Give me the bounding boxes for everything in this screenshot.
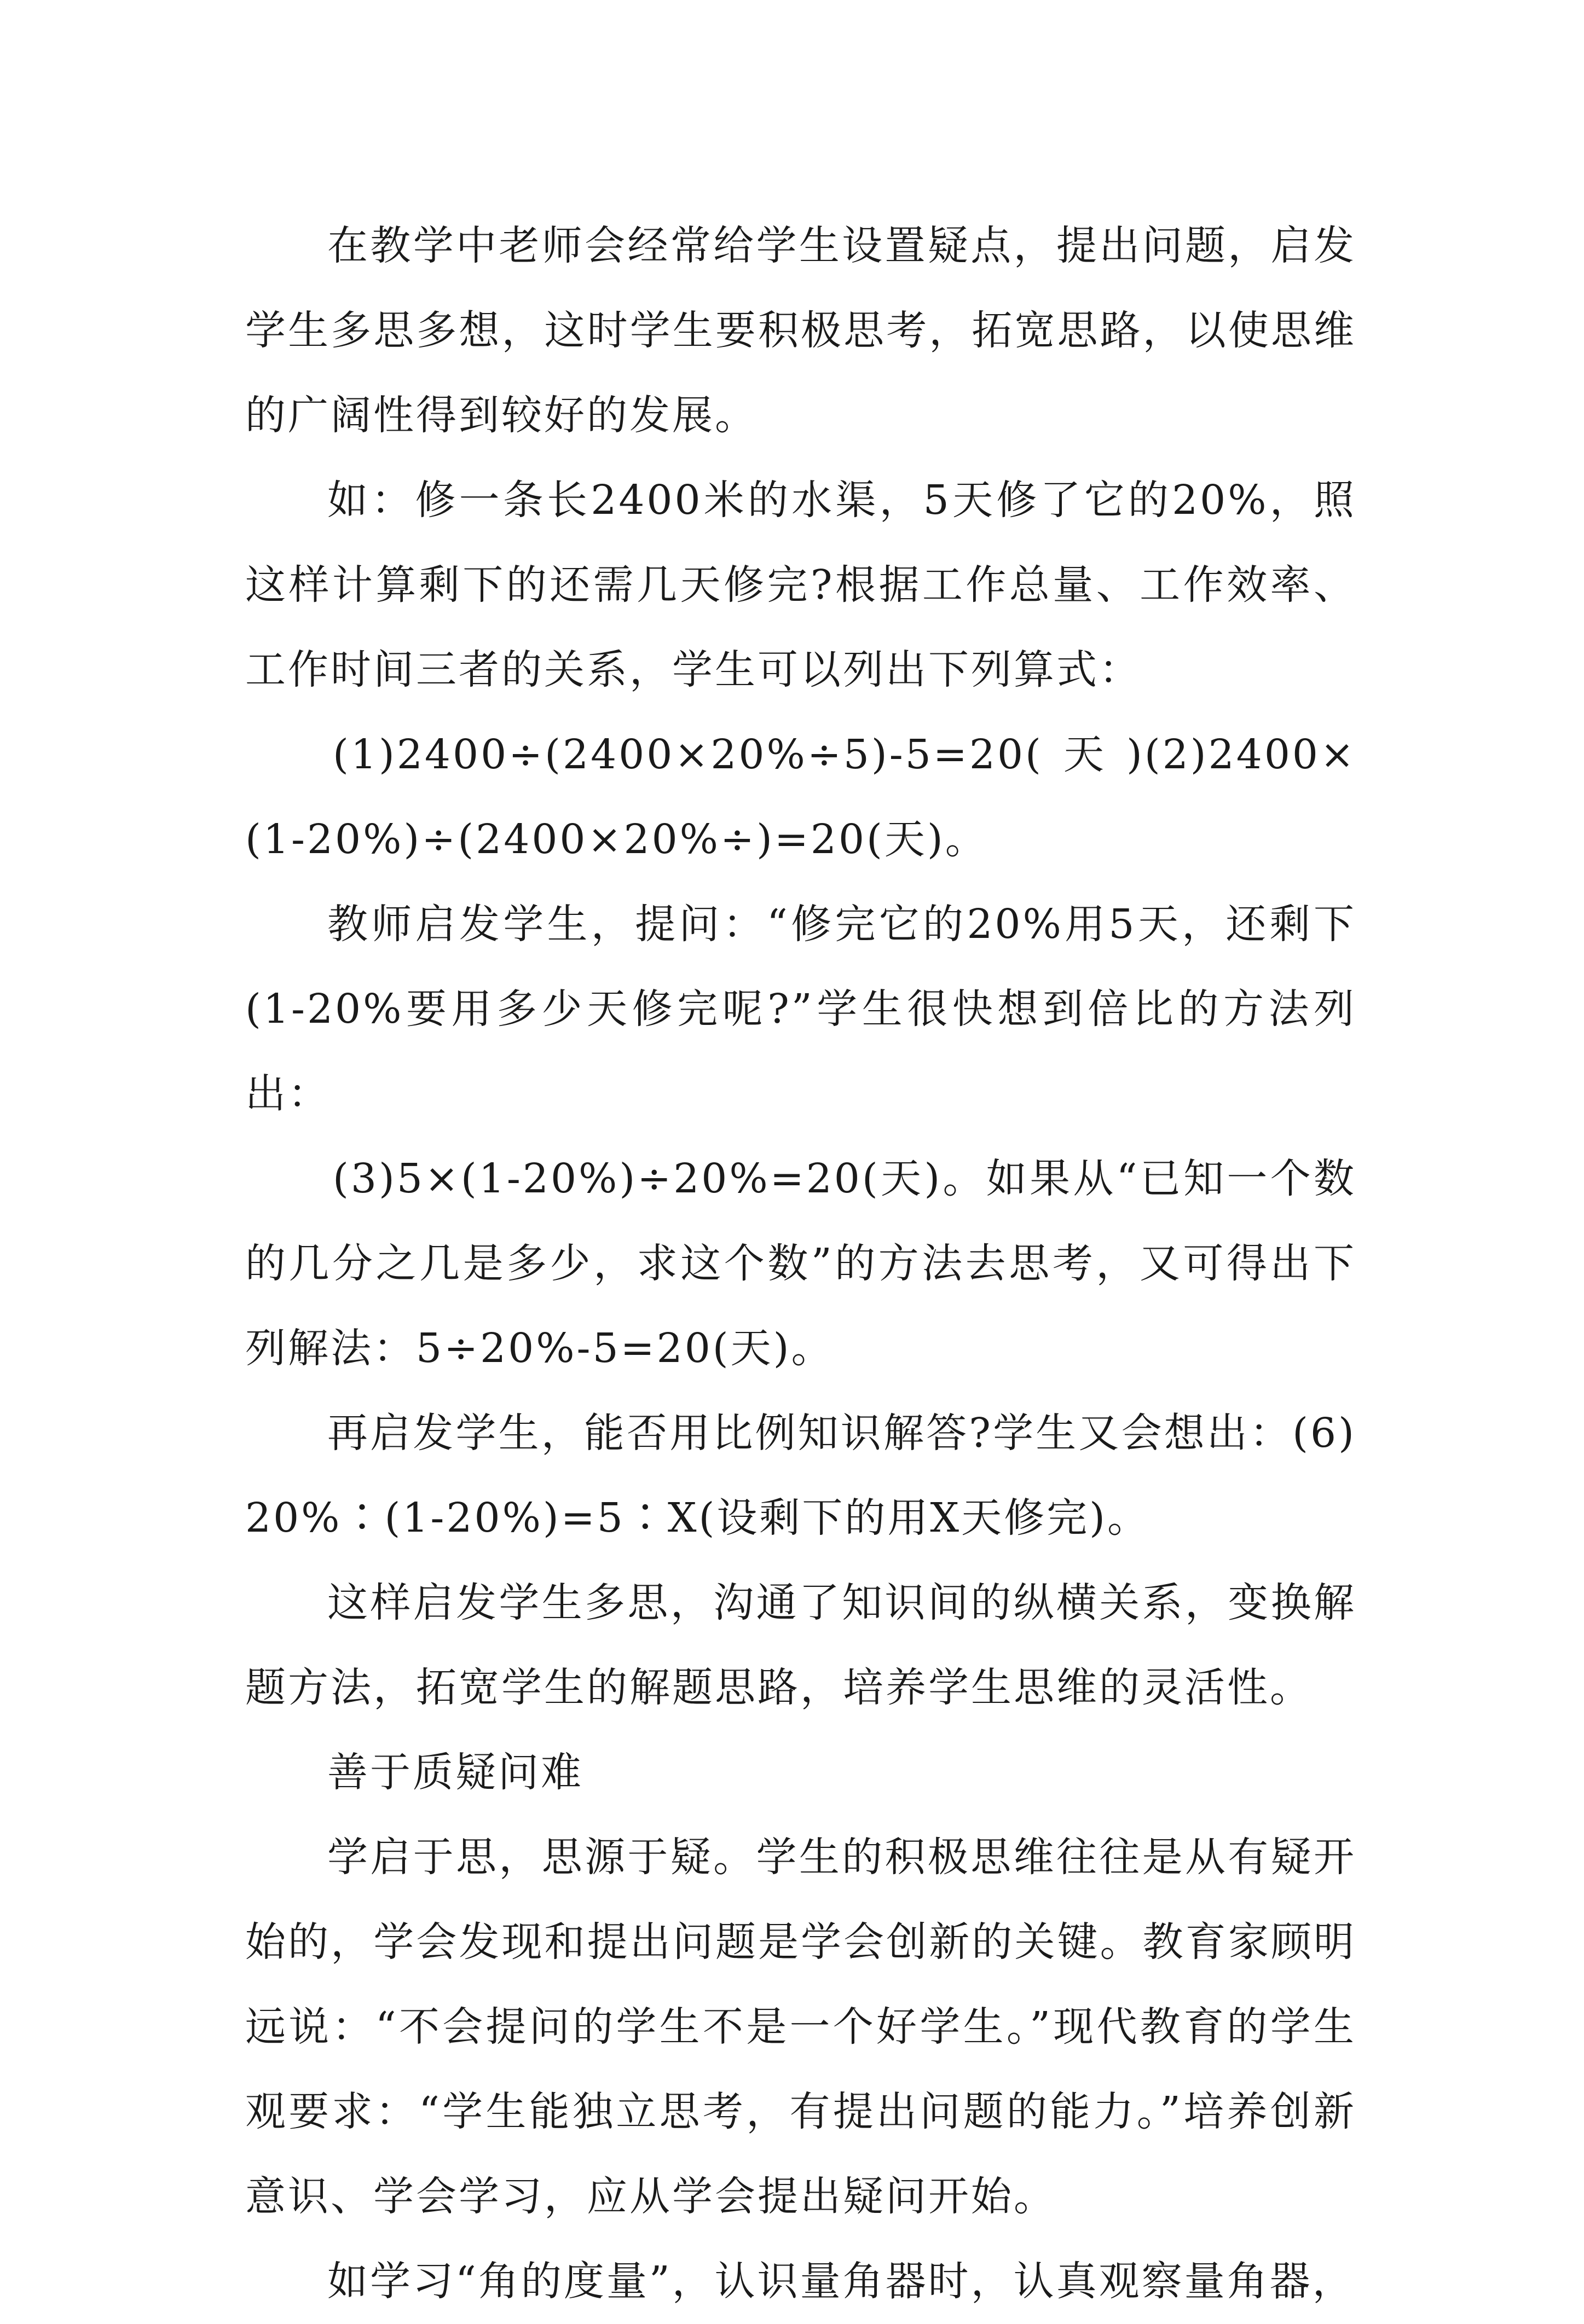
- paragraph: 如学习“角的度量”，认识量角器时，认真观察量角器，: [327, 2258, 1355, 2305]
- paragraph: 再启发学生，能否用比例知识解答?学生又会想出：(6)20%∶(1-20%)=5∶X(设剩下的用X天修完)。: [245, 1410, 1356, 1541]
- paragraph: 在教学中老师会经常给学生设置疑点，提出问题，启发学生多思多想，这时学生要积极思考，拓宽思路，以使思维的广阔性得到较好的发展。: [245, 222, 1356, 439]
- paragraph: 学启于思，思源于疑。学生的积极思维往往是从有疑开始的，学会发现和提出问题是学会创新的关键。教育家顾明远说：“不会提问的学生不是一个好学生。”现代教育的学生观要求：“学生能独立思考，有提出问题的能力。”培养创新意识、学会学习，应从学会提出疑问开始。: [245, 1834, 1356, 2220]
- document-body: [245, 204, 1356, 2324]
- section-heading: 善于质疑问难: [327, 1749, 583, 1796]
- paragraph: 这样启发学生多思，沟通了知识间的纵横关系，变换解题方法，拓宽学生的解题思路，培养学生思维的灵活性。: [245, 1579, 1356, 1711]
- paragraph: (1)2400÷(2400×20%÷5)-5=20(天)(2)2400×(1-20%)÷(2400×20%÷)=20(天)。: [245, 731, 1356, 863]
- paragraph: 教师启发学生，提问：“修完它的20%用5天，还剩下(1-20%要用多少天修完呢?”学生很快想到倍比的方法列出：: [245, 901, 1356, 1117]
- paragraph: (3)5×(1-20%)÷20%=20(天)。如果从“已知一个数的几分之几是多少，求这个数”的方法去思考，又可得出下列解法：5÷20%-5=20(天)。: [245, 1155, 1356, 1372]
- paragraph: 如：修一条长2400米的水渠，5天修了它的20%，照这样计算剩下的还需几天修完?根据工作总量、工作效率、工作时间三者的关系，学生可以列出下列算式：: [245, 477, 1356, 693]
